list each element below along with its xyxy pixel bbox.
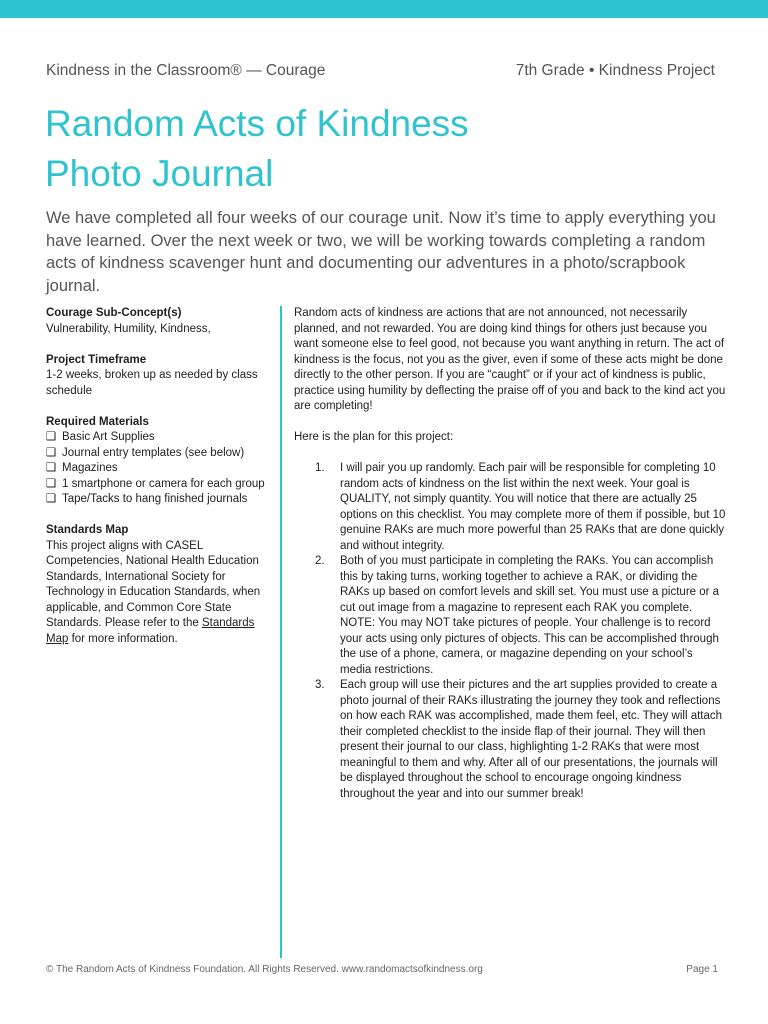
plan-list [294,461,726,802]
material-item [46,477,268,493]
intro-paragraph: We have completed all four weeks of our courage unit. Now it’s time to apply everything you have learned. Over the next week or two, we will be working towards completing a random acts of kindness scavenger hunt and documenting our adventures in a photo/scrapbook journal. [46,209,716,295]
standards-map-link[interactable]: Standards Map [46,617,255,645]
checkbox-icon: ❑ [46,446,57,459]
checkbox-icon: ❑ [46,493,57,505]
plan-step [294,678,726,802]
checkbox-icon: ❑ [46,477,57,490]
standards-heading: Standards Map [46,524,129,536]
materials-list [46,430,268,508]
column-divider [280,306,282,958]
timeframe-text: 1-2 weeks, broken up as needed by class schedule [46,369,258,397]
standards-text-before: This project aligns with CASEL Competencies, National Health Education Standards, International Society for Technology in Education Standards, when applicable, and Common Core State Standards. Please refer to the [46,539,261,629]
materials-heading: Required Materials [46,415,149,428]
subconcepts-text: Vulnerability, Humility, Kindness, [46,322,211,335]
material-item [46,461,268,477]
subconcepts-heading: Courage Sub-Concept(s) [46,307,182,319]
plan-step [294,461,726,554]
plan-step-text: I will pair you up randomly. Each pair will be responsible for completing 10 random acts of kindness on the list within the next week. Your goal is QUALITY, not simply quantity. You will notice that there are actually 25 options on this checklist. You may complete more of them if possible, but 10 genuine RAKs are much more powerful than 25 RAKs that are done quickly and without integrity. [340,462,726,552]
subconcepts-section [46,306,268,337]
top-accent-bar [0,0,768,18]
description-paragraph: Random acts of kindness are actions that are not announced, not necessarily planned, and not rewarded. You are doing kind things for others just because you want someone else to feel good, not because you want anything in return. The act of kindness is the focus, not you as the giver, even if some of these acts might be done directly to the other person. If you are “caught” or if your act of kindness is public, practice using humility by deflecting the praise off of you and back to the kind act you are completing! [294,307,726,412]
plan-step [294,554,726,678]
plan-step-number: 3. [315,679,325,691]
material-label: Journal entry templates (see below) [62,446,245,459]
timeframe-section [46,353,268,400]
plan-intro: Here is the plan for this project: [294,431,454,443]
plan-step-number: 2. [315,555,325,567]
plan-step-number: 1. [315,462,325,474]
material-item [46,430,268,446]
header-grade: 7th Grade • Kindness Project [515,62,715,79]
checkbox-icon: ❑ [46,431,57,443]
checkbox-icon: ❑ [46,462,57,474]
material-label: Tape/Tacks to hang finished journals [62,493,248,505]
header-program: Kindness in the Classroom® — Courage [46,62,326,79]
page-title-line2: Photo Journal [45,153,274,194]
standards-text [46,539,268,648]
page-title [45,99,469,199]
page-title-line1: Random Acts of Kindness [45,103,469,144]
footer-copyright: © The Random Acts of Kindness Foundation. All Rights Reserved. www.randomactsofkindness.org [46,964,483,975]
material-item [46,492,268,508]
timeframe-heading: Project Timeframe [46,353,147,366]
plan-step-text: Each group will use their pictures and the art supplies provided to create a photo journal of their RAKs illustrating the journey they took and reflections on how each RAK was accomplished, made them feel, etc. They will attach their completed checklist to the inside flap of their journal. They will then present their journal to our class, highlighting 1-2 RAKs that were most meaningful to them and why. After all of our presentations, the journals will be displayed throughout the school to encourage ongoing kindness throughout the year and into our summer break! [340,679,723,800]
plan-step-text: Both of you must participate in completing the RAKs. You can accomplish this by taking turns, working together to achieve a RAK, or dividing the RAKs up based on comfort levels and skill set. You must use a picture or a cut out image from a magazine to represent each RAK you complete. NOTE: You may NOT take pictures of people. Your challenge is to record your acts using only pictures of objects. This can be accomplished through the use of a phone, camera, or magazine depending on your school’s media restrictions. [340,555,720,676]
material-label: Magazines [62,462,118,474]
main-content [294,306,726,802]
material-label: 1 smartphone or camera for each group [62,477,265,490]
footer-page-number: Page 1 [686,964,718,975]
standards-section [46,523,268,647]
sidebar [46,306,268,663]
material-label: Basic Art Supplies [62,431,155,443]
material-item [46,446,268,462]
materials-section [46,415,268,508]
standards-text-after: for more information. [68,632,178,645]
